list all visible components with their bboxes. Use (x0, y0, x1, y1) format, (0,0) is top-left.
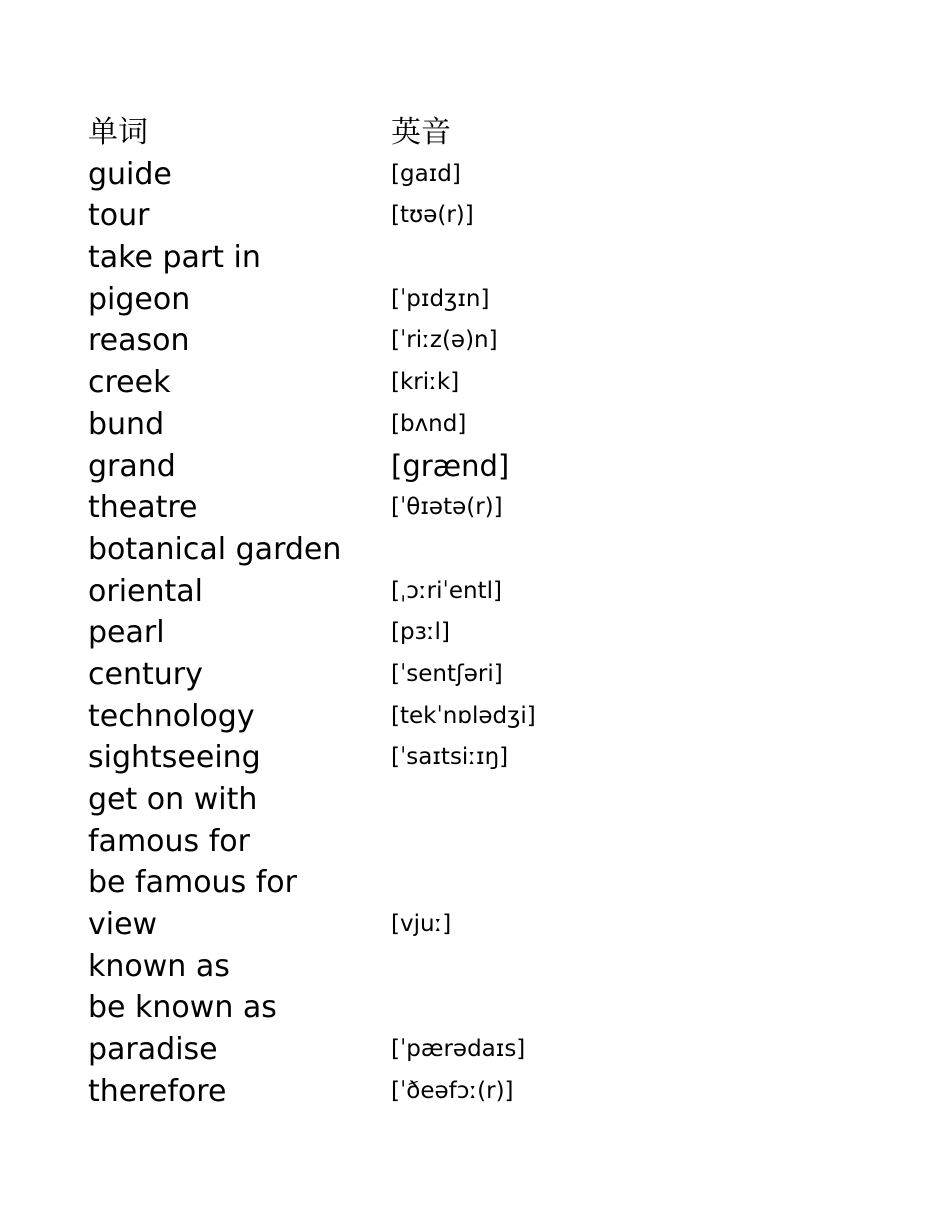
word-cell: get on with (88, 782, 258, 817)
table-row (88, 446, 808, 488)
table-row (88, 237, 808, 279)
ipa-cell: [ˈsaɪtsiːɪŋ] (391, 744, 509, 771)
word-cell: bund (88, 406, 165, 442)
table-row (88, 362, 808, 404)
word-cell: pigeon (88, 281, 191, 317)
ipa-cell: [kriːk] (391, 369, 460, 396)
ipa-cell: [gaɪd] (391, 160, 461, 187)
word-cell: sightseeing (88, 740, 261, 776)
table-row (88, 571, 808, 613)
table-header-row (88, 112, 808, 154)
table-row (88, 195, 808, 237)
ipa-cell: [ˈpærədaɪs] (391, 1036, 526, 1063)
table-row (88, 654, 808, 696)
ipa-cell: [bʌnd] (391, 410, 467, 437)
ipa-cell: [ˌɔːriˈentl] (391, 577, 502, 604)
header-word: 单词 (88, 115, 148, 150)
word-cell: botanical garden (88, 531, 342, 567)
table-row (88, 1071, 808, 1113)
table-row (88, 404, 808, 446)
ipa-cell: [ˈsentʃəri] (391, 660, 503, 687)
table-row (88, 737, 808, 779)
ipa-cell: [tekˈnɒlədʒi] (391, 702, 536, 729)
word-cell: known as (88, 948, 230, 984)
table-row (88, 821, 808, 863)
ipa-cell: [tʊə(r)] (391, 202, 474, 229)
word-cell: technology (88, 698, 255, 734)
word-cell: oriental (88, 573, 203, 609)
ipa-cell: [ˈðeəfɔː(r)] (391, 1077, 514, 1104)
table-row (88, 487, 808, 529)
table-row (88, 696, 808, 738)
ipa-cell: [vjuː] (391, 911, 452, 938)
word-cell: tour (88, 198, 150, 234)
word-cell: be famous for (88, 865, 297, 901)
word-cell: reason (88, 323, 190, 359)
table-row (88, 612, 808, 654)
ipa-cell: [pɜːl] (391, 619, 450, 646)
ipa-cell: [grænd] (391, 448, 510, 483)
table-row (88, 154, 808, 196)
word-cell: guide (88, 156, 172, 192)
table-row (88, 779, 808, 821)
word-cell: grand (88, 448, 176, 484)
word-cell: century (88, 656, 203, 692)
header-ipa: 英音 (391, 115, 451, 150)
table-row (88, 862, 808, 904)
table-row (88, 320, 808, 362)
table-row (88, 1029, 808, 1071)
table-row (88, 904, 808, 946)
table-row (88, 987, 808, 1029)
word-cell: paradise (88, 1032, 218, 1068)
ipa-cell: [ˈpɪdʒɪn] (391, 285, 490, 312)
word-cell: take part in (88, 240, 261, 276)
table-row (88, 529, 808, 571)
word-cell: therefore (88, 1073, 227, 1109)
word-cell: famous for (88, 823, 250, 859)
word-cell: creek (88, 365, 171, 401)
vocabulary-table (88, 112, 808, 1113)
word-cell: view (88, 907, 158, 943)
ipa-cell: [ˈθɪətə(r)] (391, 494, 503, 521)
ipa-cell: [ˈriːz(ə)n] (391, 327, 498, 354)
table-row (88, 946, 808, 988)
word-cell: pearl (88, 615, 165, 651)
word-cell: theatre (88, 490, 198, 526)
table-row (88, 279, 808, 321)
word-cell: be known as (88, 990, 277, 1026)
